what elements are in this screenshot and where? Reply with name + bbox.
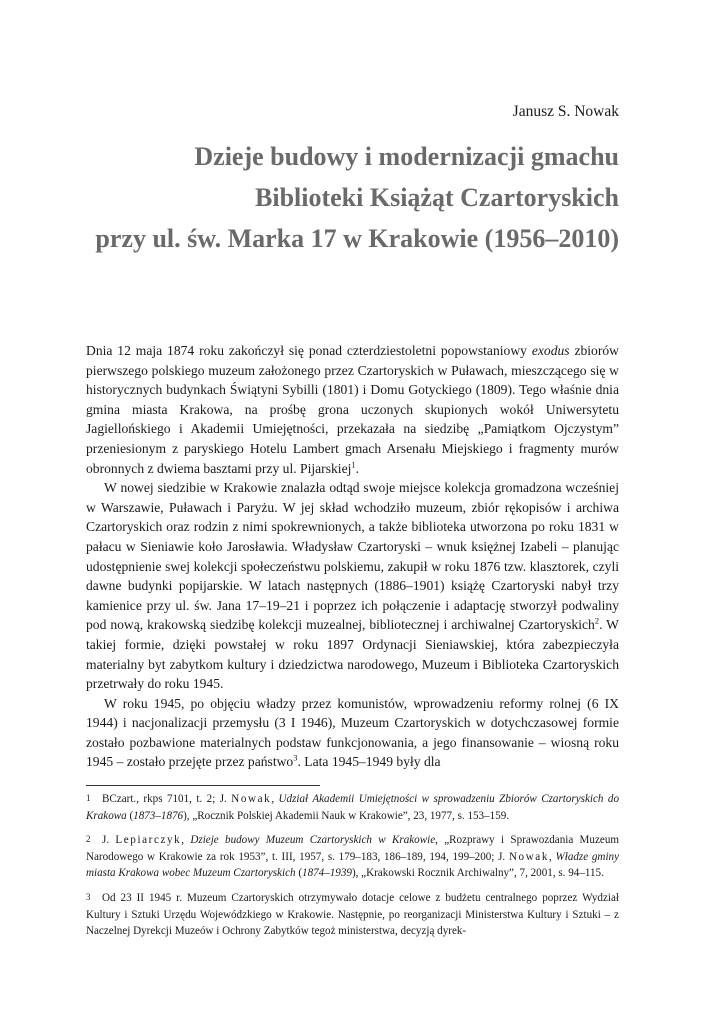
footnote-title: Dzieje budowy Muzeum Czartoryskich w Krakowie: [190, 834, 436, 847]
footnote-ref[interactable]: 2: [594, 615, 600, 626]
paragraph-text: Dnia 12 maja 1874 roku zakończył się ponad czterdziestoletni popowstaniowy: [86, 343, 532, 358]
footnote-author: Nowak: [231, 793, 272, 805]
footnote-text: ), „Krakowski Rocznik Archiwalny”, 7, 2001, s. 94–115.: [351, 867, 604, 880]
footnote-text: , „Rozprawy i Sprawozdania Muzeum Narodowego w Krakowie za rok 1953”, t. III, 1957, s. 179–183, 186–189, 194, 199–200; J.: [86, 834, 619, 863]
footnote-text: J.: [102, 834, 116, 847]
article-body: [86, 341, 619, 772]
footnote-2: [86, 831, 619, 882]
emphasis: exodus: [531, 343, 570, 358]
paragraph-3: [86, 694, 619, 772]
footnote-text: Od 23 II 1945 r. Muzeum Czartoryskich otrzymywało dotacje celowe z budżetu centralnego poprzez Wydział Kultury i Sztuki Urzędu Wojewódzkiego w Krakowie. Następnie, po reorganizacji Ministerstwa Kultury i Sztuki – z Naczelnej Dyrekcji Muzeów i Ochrony Zabytków tegoż ministerstwa, decyzją dyrek-: [86, 891, 619, 938]
footnote-author: Nowak: [508, 850, 549, 863]
paragraph-1: [86, 341, 619, 478]
paragraph-text: . Lata 1945–1949 były dla: [297, 754, 441, 770]
footnote-number: 3: [86, 891, 91, 902]
footnote-title: 1873–1876: [133, 809, 184, 822]
footnote-text: ,: [271, 793, 279, 805]
footnote-1: [86, 790, 619, 824]
footnote-title: 1874–1939: [302, 867, 352, 880]
footnote-3: [86, 889, 619, 940]
article-title: [59, 136, 619, 259]
author-name: Janusz S. Nowak: [512, 103, 619, 120]
paragraph-text: . W takiej formie, dzięki powstałej w roku 1897 Ordynacji Sieniawskiej, która zabezpieczyła materialny byt zabytkom kultury i dziedzictwa narodowego, Muzeum i Biblioteka Czartoryskich przetrwały do roku 1945.: [86, 617, 619, 692]
paragraph-2: [86, 478, 619, 694]
title-line: Biblioteki Książąt Czartoryskich: [255, 183, 619, 212]
footnote-number: 2: [86, 834, 91, 845]
footnote-text: ), „Rocznik Polskiej Akademii Nauk w Krakowie”, 23, 1977, s. 153–159.: [183, 809, 510, 822]
footnote-text: (: [295, 867, 303, 880]
footnote-text: (: [126, 809, 134, 822]
paragraph-text: zbiorów pierwszego polskiego muzeum założonego przez Czartoryskich w Puławach, mieszczącego się w historycznych budynkach Świątyni Sybilli (1801) i Domu Gotyckiego (1809). Tego właśnie dnia gmina miasta Krakowa, na prośbę grona uczonych skupionych wokół Uniwersytetu Jagiellońskiego i Akademii Umiejętności, przekazała na siedzibę „Pamiątkom Ojczystym” przeniesionym z paryskiego Hotelu Lambert gmach Arsenału Miejskiego i fragmenty murów obronnych z dwiema basztami przy ul. Pijarskiej: [86, 343, 619, 476]
title-line: Dzieje budowy i modernizacji gmachu: [194, 142, 619, 171]
paragraph-text: .: [355, 460, 360, 476]
footnote-separator: [86, 785, 320, 786]
footnote-text: ,: [548, 850, 556, 863]
footnote-ref[interactable]: 3: [293, 752, 298, 763]
footnote-text: ,: [181, 834, 191, 847]
paragraph-text: W roku 1945, po objęciu władzy przez komunistów, wprowadzeniu reformy rolnej (6 IX 1944) i nacjonalizacji przemysłu (3 I 1946), Muzeum Czartoryskich w dotychczasowej formie zostało pozbawione materialnych podstaw funkcjonowania, a jego finansowanie – wiosną roku 1945 – zostało przejęte przez państwo: [86, 695, 619, 770]
footnote-number: 1: [86, 793, 91, 803]
footnote-ref[interactable]: 1: [351, 459, 356, 470]
footnotes: [86, 790, 619, 947]
footnote-title: Władze gminy miasta Krakowa wobec Muzeum Czartoryskich: [86, 850, 620, 880]
title-line: przy ul. św. Marka 17 w Krakowie (1956–2010): [95, 224, 619, 253]
paragraph-text: W nowej siedzibie w Krakowie znalazła odtąd swoje miejsce kolekcja gromadzona wcześniej w Warszawie, Puławach i Paryżu. W jej skład wchodziło muzeum, zbiór rękopisów i archiwa Czartoryskich oraz rodzin z nimi spokrewnionych, a także biblioteka utworzona po roku 1831 w pałacu w Sieniawie koło Jarosławia. Władysław Czartoryski – wnuk księżnej Izabeli – planując udostępnienie swej kolekcji społeczeństwu polskiemu, zakupił w roku 1876 tzw. klasztorek, czyli dawne budynki popijarskie. W latach następnych (1886–1901) książę Czartoryski nabył trzy kamienice przy ul. św. Jana 17–19–21 i poprzez ich połączenie i adaptację stworzył podwaliny pod nową, krakowską siedzibę kolekcji muzealnej, bibliotecznej i archiwalnej Czartoryskich: [86, 480, 619, 633]
footnote-title: Udział Akademii Umiejętności w sprowadzeniu Zbiorów Czartoryskich do Krakowa: [86, 793, 619, 822]
footnote-author: Lepiarczyk: [115, 834, 182, 847]
footnote-text: BCzart., rkps 7101, t. 2; J.: [102, 793, 232, 805]
